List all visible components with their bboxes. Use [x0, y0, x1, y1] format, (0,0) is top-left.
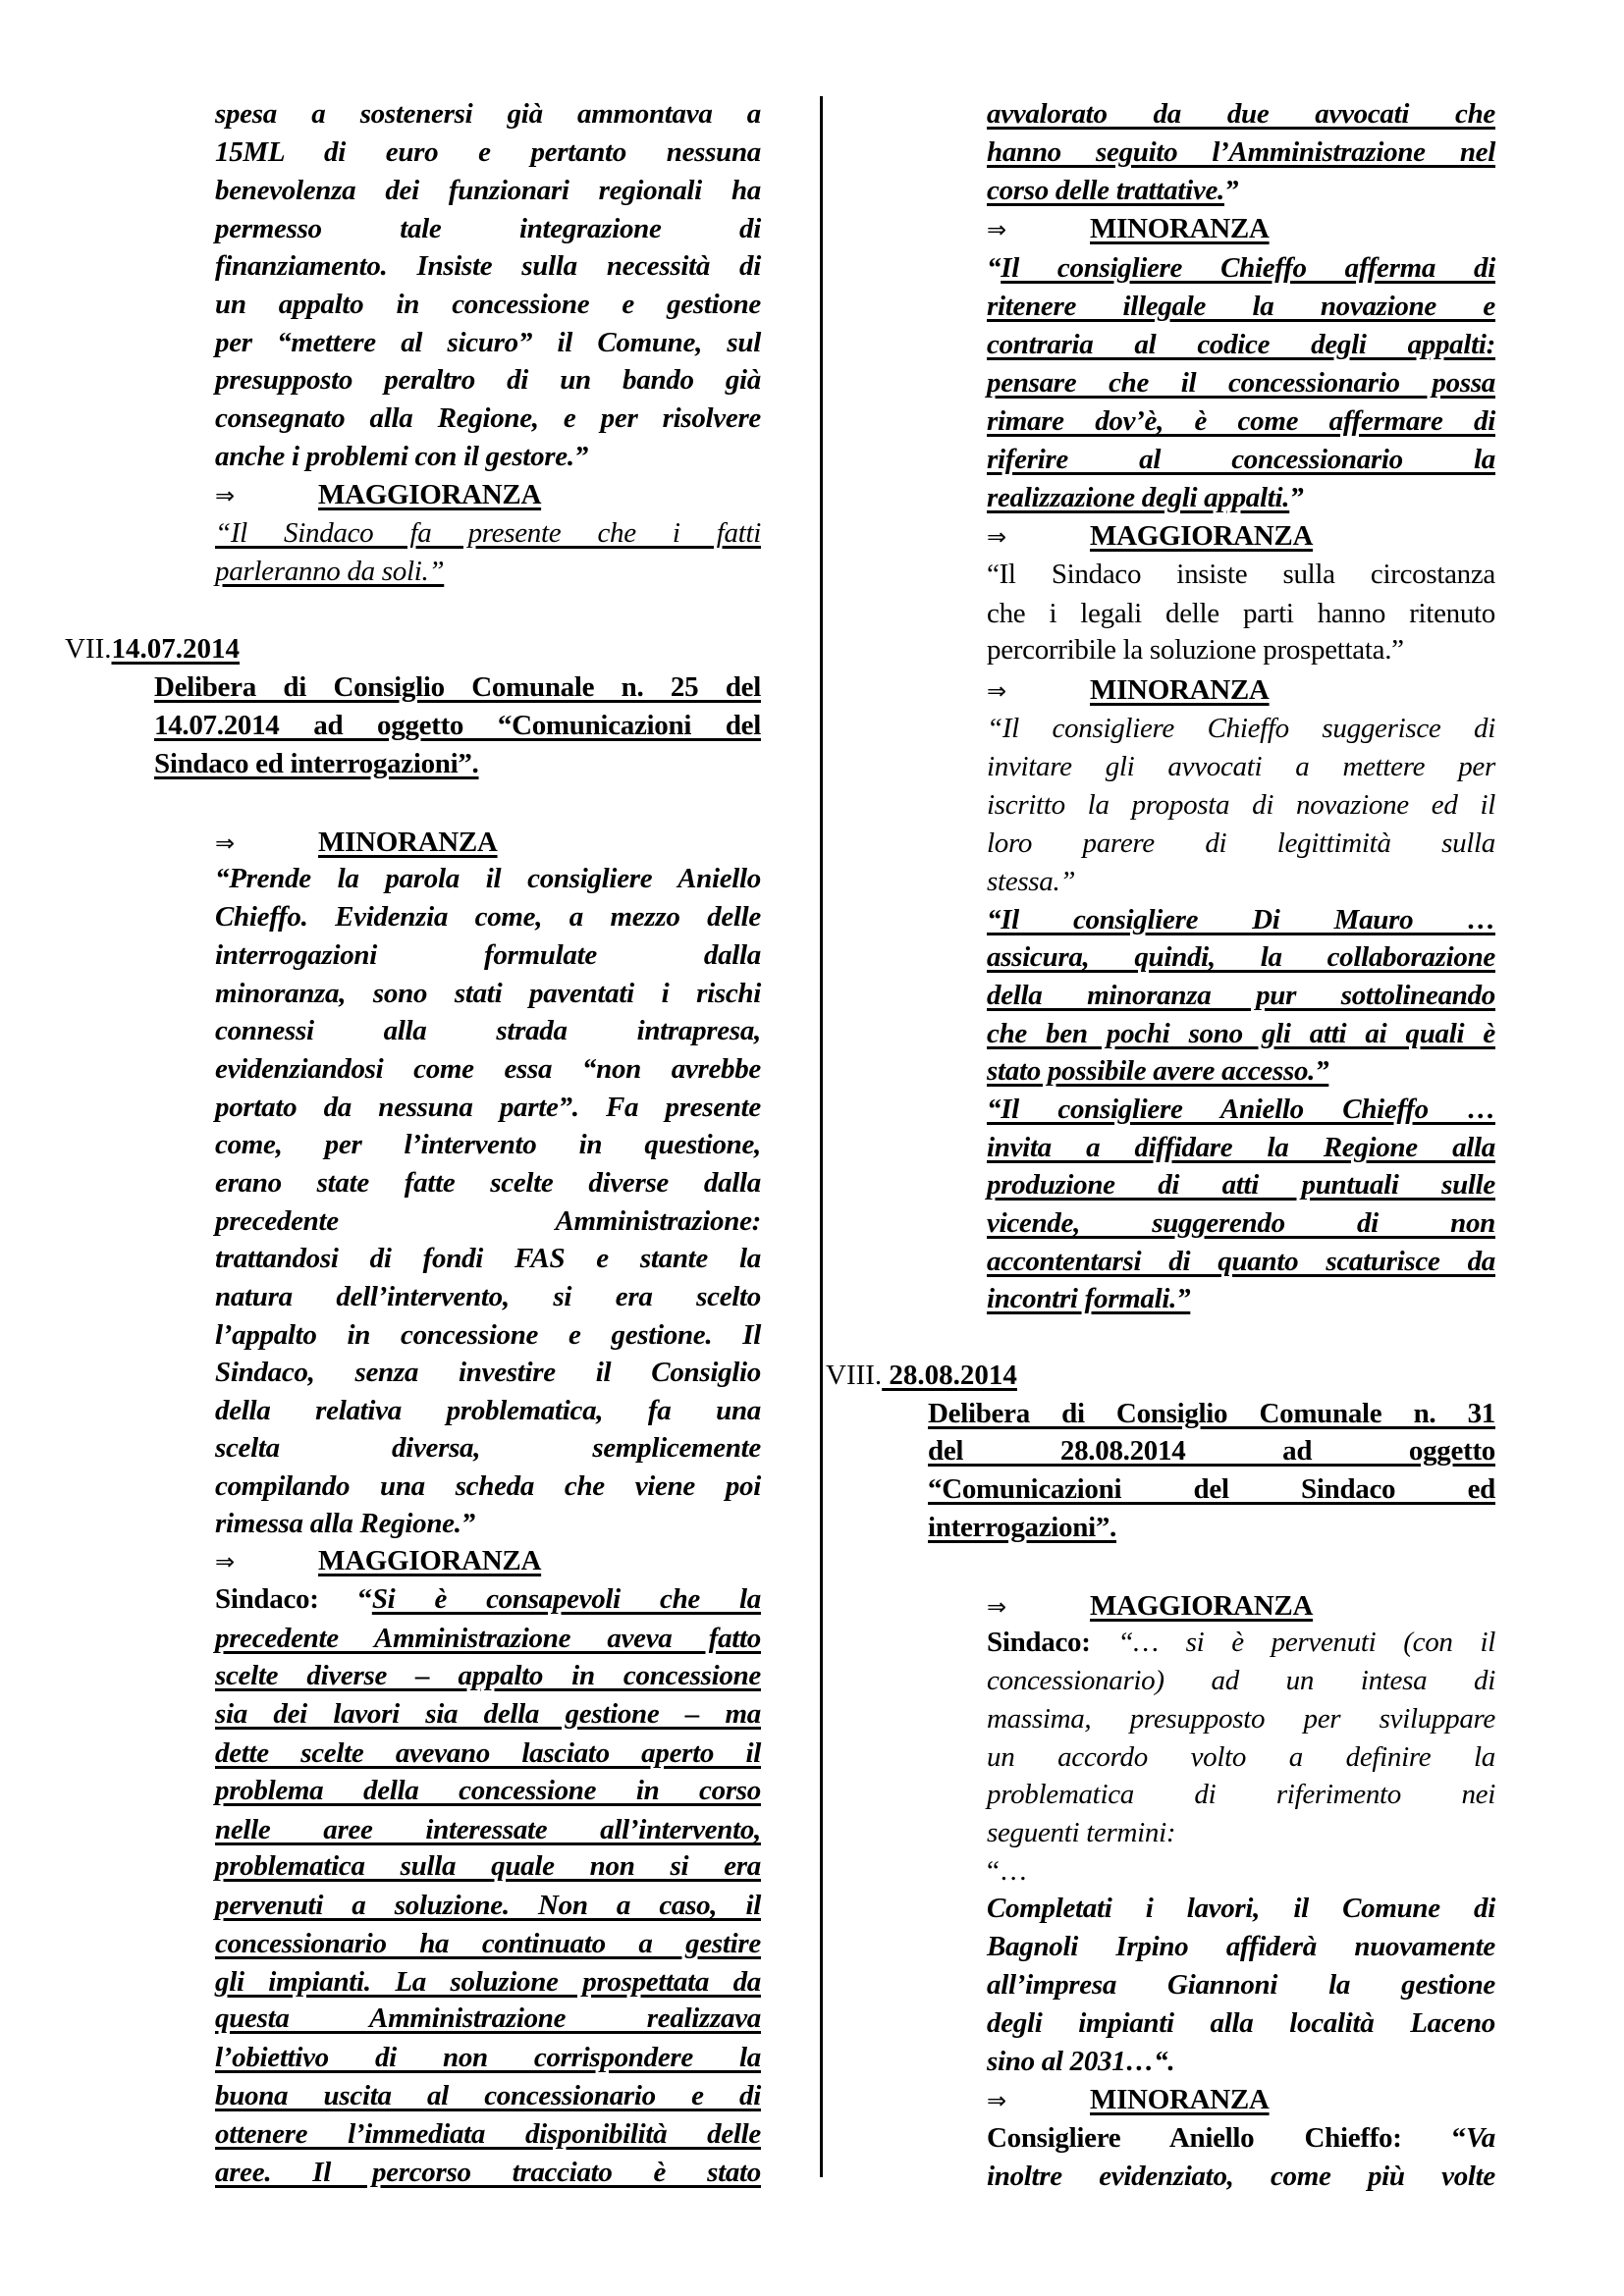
minoranza-heading — [215, 824, 761, 861]
text-line: all’impresa Giannoni la gestione — [987, 1969, 1495, 2001]
section-numeral: VII. — [65, 633, 112, 665]
underlined-text: Si è consapevoli che la — [371, 1583, 761, 1615]
text-line: per “mettere al sicuro” il Comune, sul — [215, 327, 761, 358]
double-arrow-icon: ⇒ — [987, 1593, 1006, 1621]
text-line — [987, 249, 1495, 287]
double-arrow-icon: ⇒ — [987, 677, 1006, 705]
text-line: che ben pochi sono gli atti ai quali è — [987, 1018, 1495, 1049]
text-line: anche i problemi con il gestore.” — [215, 441, 588, 472]
minoranza-heading — [987, 671, 1495, 709]
text-line: loro parere di legittimità sulla — [987, 828, 1495, 859]
text-line: “… — [987, 1855, 1028, 1887]
underlined-text: interrogazioni”. — [928, 1512, 1116, 1543]
text-line: minoranza, sono stati paventati i rischi — [215, 978, 761, 1009]
text-line: nelle aree interessate all’intervento, — [215, 1814, 761, 1845]
underlined-text: realizzazione degli appalti. — [987, 482, 1290, 513]
text-line: pensare che il concessionario possa — [987, 367, 1495, 399]
text-line: benevolenza dei funzionari regionali ha — [215, 175, 761, 206]
text-line: seguenti termini: — [987, 1817, 1176, 1848]
underlined-text: corso delle trattative. — [987, 175, 1224, 206]
text-line: interrogazioni formulate dalla — [215, 939, 761, 971]
text-line: contraria al codice degli appalti: — [987, 329, 1495, 360]
double-arrow-icon: ⇒ — [215, 482, 235, 509]
text-line: questa Amministrazione realizzava — [215, 2002, 761, 2034]
text-line: della minoranza pur sottolineando — [987, 980, 1495, 1011]
text-line: erano state fatte scelte diverse dalla — [215, 1167, 761, 1199]
delibera-line — [928, 1509, 1495, 1546]
heading-label: MINORANZA — [1090, 2084, 1270, 2115]
text-line: concessionario ha continuato a gestire — [215, 1928, 761, 1959]
text-line — [987, 1624, 1495, 1661]
text-line: problematica di riferimento nei — [987, 1779, 1495, 1810]
text-line: rimare dov’è, è come affermare di — [987, 405, 1495, 437]
text-line: Sindaco, senza investire il Consiglio — [215, 1357, 761, 1388]
text-line: connessi alla strada intrapresa, — [215, 1015, 761, 1046]
text-line: della relativa problematica, fa una — [215, 1395, 761, 1426]
text-line — [215, 1580, 761, 1618]
text-line: precedente Amministrazione aveva fatto — [215, 1623, 761, 1654]
text-line: un appalto in concessione e gestione — [215, 289, 761, 320]
underlined-text: Sindaco ed interrogazioni”. — [154, 748, 479, 779]
text-line: Chieffo. Evidenzia come, a mezzo delle — [215, 901, 761, 933]
text-line: come, per l’intervento in questione, — [215, 1129, 761, 1160]
closing-quote: ” — [1223, 175, 1239, 206]
text-line: degli impianti alla località Laceno — [987, 2007, 1495, 2039]
text-line: gli impianti. La soluzione prospettata da — [215, 1966, 761, 1998]
double-arrow-icon: ⇒ — [987, 2087, 1006, 2114]
text-line — [987, 1280, 1495, 1317]
section-date: 14.07.2014 — [111, 633, 241, 665]
delibera-line: del 28.08.2014 ad oggetto — [928, 1435, 1495, 1467]
heading-label: MINORANZA — [1090, 213, 1270, 244]
text-line: finanziamento. Insiste sulla necessità di — [215, 250, 761, 282]
text-line: percorribile la soluzione prospettata.” — [987, 634, 1404, 666]
text-line: aree. Il percorso tracciato è stato — [215, 2157, 761, 2188]
text-line: l’obiettivo di non corrispondere la — [215, 2042, 761, 2073]
double-arrow-icon: ⇒ — [215, 1548, 235, 1575]
text-line: che i legali delle parti hanno ritenuto — [987, 598, 1495, 629]
underlined-text: incontri formali.” — [987, 1283, 1191, 1314]
text-line: invitare gli avvocati a mettere per — [987, 751, 1495, 782]
underlined-text: Il consigliere Chieffo afferma di — [1001, 252, 1495, 284]
text-line: pervenuti a soluzione. Non a caso, il — [215, 1890, 761, 1921]
text-line — [987, 172, 1495, 209]
text-line: vicende, suggerendo di non — [987, 1207, 1495, 1239]
quote-text: Va — [1465, 2122, 1495, 2154]
delibera-line: “Comunicazioni del Sindaco ed — [928, 1473, 1495, 1505]
opening-quote: “ — [987, 252, 1001, 284]
text-line — [987, 1052, 1495, 1090]
underlined-text: parleranno da soli.” — [215, 556, 445, 587]
heading-label: MAGGIORANZA — [318, 479, 542, 510]
text-line: hanno seguito l’Amministrazione nel — [987, 136, 1495, 168]
text-line: assicura, quindi, la collaborazione — [987, 941, 1495, 973]
maggioranza-heading — [987, 1587, 1495, 1625]
heading-label: MINORANZA — [318, 827, 498, 858]
text-line: invita a diffidare la Regione alla — [987, 1132, 1495, 1163]
text-line: buona uscita al concessionario e di — [215, 2080, 761, 2111]
speaker-label: Sindaco: “ — [215, 1583, 372, 1615]
text-line: accontentarsi di quanto scaturisce da — [987, 1246, 1495, 1277]
section-heading-vii — [65, 630, 240, 667]
text-line: precedente Amministrazione: — [215, 1205, 761, 1237]
text-line: permesso tale integrazione di — [215, 213, 761, 244]
text-line: iscritto la proposta di novazione ed il — [987, 789, 1495, 821]
text-line — [987, 479, 1495, 516]
text-line: “Il Sindaco insiste sulla circostanza — [987, 559, 1495, 590]
text-line: scelta diversa, semplicemente — [215, 1432, 761, 1464]
text-line: portato da nessuna parte”. Fa presente — [215, 1092, 761, 1123]
text-line: scelte diverse – appalto in concessione — [215, 1660, 761, 1691]
section-date: 28.08.2014 — [882, 1360, 1017, 1391]
heading-label: MAGGIORANZA — [1090, 520, 1314, 552]
text-line: inoltre evidenziato, come più volte — [987, 2161, 1495, 2192]
text-line: compilando una scheda che viene poi — [215, 1470, 761, 1502]
text-line — [987, 2119, 1495, 2157]
text-line: consegnato alla Regione, e per risolvere — [215, 402, 761, 434]
heading-label: MAGGIORANZA — [1090, 1590, 1314, 1622]
minoranza-heading — [987, 210, 1495, 247]
text-line: evidenziandosi come essa “non avrebbe — [215, 1053, 761, 1085]
text-line: spesa a sostenersi già ammontava a — [215, 98, 761, 130]
closing-quote: ” — [1289, 482, 1304, 513]
heading-label: MINORANZA — [1090, 674, 1270, 706]
text-line: 15ML di euro e pertanto nessuna — [215, 136, 761, 168]
section-numeral: VIII. — [826, 1360, 883, 1391]
underlined-text: stato possibile avere accesso.” — [987, 1055, 1329, 1087]
double-arrow-icon: ⇒ — [987, 216, 1006, 243]
text-line: “Il Sindaco fa presente che i fatti — [215, 517, 761, 549]
text-line: l’appalto in concessione e gestione. Il — [215, 1319, 761, 1351]
text-line: stessa.” — [987, 866, 1076, 897]
heading-label: MAGGIORANZA — [318, 1545, 542, 1576]
text-line: avvalorato da due avvocati che — [987, 98, 1495, 130]
text-line: ritenere illegale la novazione e — [987, 291, 1495, 322]
text-line: problematica sulla quale non si era — [215, 1850, 761, 1882]
text-line: “Prende la parola il consigliere Aniello — [215, 863, 761, 894]
text-line: produzione di atti puntuali sulle — [987, 1169, 1495, 1201]
text-line: ottenere l’immediata disponibilità delle — [215, 2118, 761, 2150]
minoranza-heading — [987, 2081, 1495, 2118]
text-line: Bagnoli Irpino affiderà nuovamente — [987, 1931, 1495, 1962]
quote-text: “… si è pervenuti (con il — [1090, 1627, 1495, 1658]
text-line: “Il consigliere Di Mauro … — [987, 904, 1495, 935]
text-line: riferire al concessionario la — [987, 444, 1495, 475]
text-line: massima, presupposto per sviluppare — [987, 1703, 1495, 1735]
section-heading-viii — [826, 1357, 1017, 1394]
text-line: presupposto peraltro di un bando già — [215, 364, 761, 396]
text-line: dette scelte avevano lasciato aperto il — [215, 1737, 761, 1769]
double-arrow-icon: ⇒ — [987, 523, 1006, 551]
speaker-label: Consigliere Aniello Chieffo: “ — [987, 2122, 1466, 2154]
text-line: “Il consigliere Chieffo suggerisce di — [987, 713, 1495, 744]
text-line: trattandosi di fondi FAS e stante la — [215, 1243, 761, 1274]
maggioranza-heading — [215, 476, 761, 513]
delibera-line: Delibera di Consiglio Comunale n. 25 del — [154, 671, 761, 703]
text-line: “Il consigliere Aniello Chieffo … — [987, 1094, 1495, 1125]
delibera-line: Delibera di Consiglio Comunale n. 31 — [928, 1398, 1495, 1429]
delibera-line: 14.07.2014 ad oggetto “Comunicazioni del — [154, 710, 761, 741]
speaker-label: Sindaco: — [987, 1627, 1091, 1658]
text-line: sino al 2031…“. — [987, 2046, 1175, 2077]
text-line — [215, 553, 761, 590]
text-line: concessionario) ad un intesa di — [987, 1665, 1495, 1696]
maggioranza-heading — [987, 517, 1495, 555]
double-arrow-icon: ⇒ — [215, 829, 235, 857]
text-line: rimessa alla Regione.” — [215, 1508, 475, 1539]
maggioranza-heading — [215, 1542, 761, 1579]
text-line: problema della concessione in corso — [215, 1775, 761, 1806]
column-divider — [820, 96, 823, 2177]
text-line: un accordo volto a definire la — [987, 1741, 1495, 1773]
delibera-line — [154, 745, 761, 782]
text-line: natura dell’intervento, si era scelto — [215, 1281, 761, 1312]
text-line: Completati i lavori, il Comune di — [987, 1893, 1495, 1924]
text-line: sia dei lavori sia della gestione – ma — [215, 1698, 761, 1730]
